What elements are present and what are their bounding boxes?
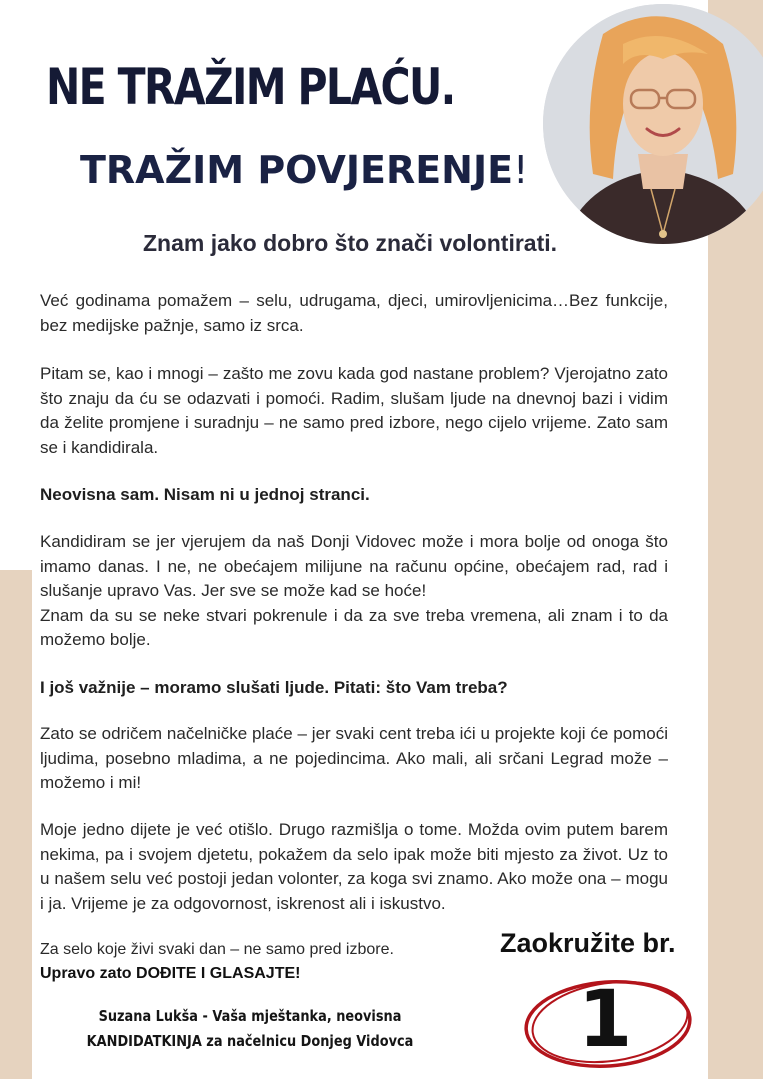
paragraph-1	[40, 289, 668, 338]
ballot-number: 1	[578, 975, 633, 1065]
paragraph-7	[40, 818, 668, 916]
candidate-portrait	[543, 4, 763, 244]
call-to-action: Upravo zato DOĐITE I GLASAJTE!	[40, 965, 301, 982]
headline-primary: NE TRAŽIM PLAĆU.	[46, 58, 455, 116]
paragraph-text: Znam da su se neke stvari pokrenule i da za sve treba vremena, ali znam i to da možemo bolje.	[40, 605, 668, 649]
paragraph-text: Neovisna sam. Nisam ni u jednoj stranci.	[40, 485, 370, 504]
paragraph-text: Kandidiram se jer vjerujem da naš Donji Vidovec može i mora bolje od onoga što imamo danas. I ne, ne obećajem milijune na računu općine, obećajem rad, rad i slušanje upravo Vas. Jer sve se može kad se hoće!	[40, 532, 668, 600]
paragraph-4	[40, 530, 668, 653]
left-decorative-band	[0, 570, 32, 1079]
signature-line: KANDIDATKINJA za načelnicu Donjeg Vidovca	[86, 1032, 414, 1050]
paragraph-6	[40, 722, 668, 796]
paragraph-text: Pitam se, kao i mnogi – zašto me zovu kada god nastane problem? Vjerojatno zato što znaju da ću se odazvati i pomoći. Radim, slušam ljude na dnevnoj bazi i vidim da želite promjene i suradnju – ne samo pred izbore, nego cijelo vrijeme. Zato sam se i kandidirala.	[40, 364, 668, 457]
subtitle: Znam jako dobro što znači volontirati.	[142, 230, 558, 256]
headline-exclamation: !	[513, 148, 529, 192]
paragraph-text: Zato se odričem načelničke plaće – jer svaki cent treba ići u projekte koji će pomoći ljudima, posebno mladima, a ne pojedincima. Ako mali, ali srčani Legrad može – možemo i mi!	[40, 724, 668, 792]
paragraph-2	[40, 362, 668, 460]
headline-secondary-text: TRAŽIM POVJERENJE	[80, 148, 514, 192]
portrait-illustration	[543, 4, 763, 244]
signature-line: Suzana Lukša - Vaša mještanka, neovisna	[98, 1007, 402, 1025]
headline-secondary	[80, 148, 528, 192]
paragraph-text: Već godinama pomažem – selu, udrugama, djeci, umirovljenicima…Bez funkcije, bez medijske pažnje, samo iz srca.	[40, 291, 668, 335]
paragraph-text: Moje jedno dijete je već otišlo. Drugo razmišlja o tome. Možda ovim putem barem nekima, pa i svojem djetetu, pokažem da selo ipak može biti mjesto za život. Uz to u našem selu već postoji jedan volonter, za koga svi znamo. Ako može ona – mogu i ja. Vrijeme je za odgovornost, iskrenost ali i iskustvo.	[40, 820, 668, 913]
closing-statement	[40, 938, 480, 986]
paragraph-independence	[40, 483, 668, 508]
closing-line: Za selo koje živi svaki dan – ne samo pred izbore.	[40, 941, 394, 958]
paragraph-listen	[40, 676, 668, 701]
ballot-instruction: Zaokružite br.	[500, 928, 676, 958]
candidate-signature	[69, 1004, 430, 1054]
paragraph-text: I još važnije – moramo slušati ljude. Pitati: što Vam treba?	[40, 678, 508, 697]
